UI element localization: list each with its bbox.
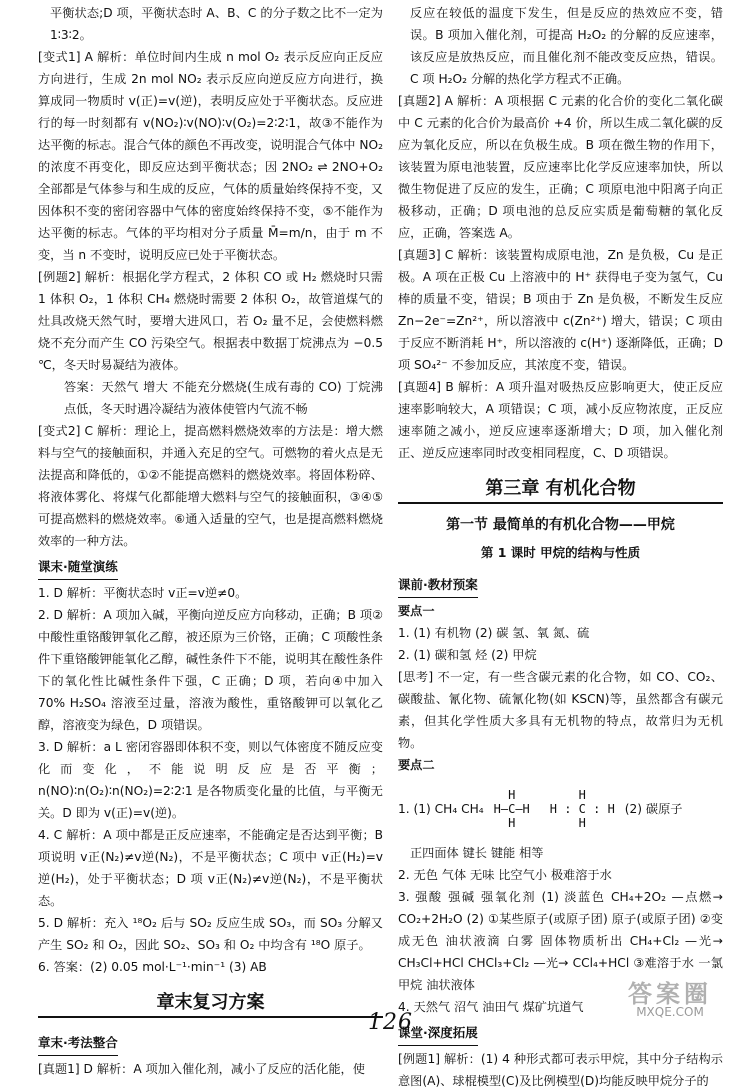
question-4: 4. C 解析：A 项中都是正反应速率，不能确定是否达到平衡；B 项说明 v正(N₂)≠v逆(N₂)，不是平衡状态；C 项中 v正(H₂)=v逆(H₂)，处于平衡状态；D 项 v正(N₂)≠v逆(N₂)，不是平衡状态。: [38, 828, 383, 908]
section-heading-preview: 课前·教材预案: [398, 574, 478, 598]
structures-suffix: (2) 碳原子: [624, 802, 683, 816]
think-note: [思考] 不一定，有一些含碳元素的化合物，如 CO、CO₂、碳酸盐、氰化物、硫氰化物(如 KSCN)等，虽然都含有碳元素，但其化学性质大多具有无机物的特点，故常归为无机物。: [398, 670, 723, 750]
watermark-logo: 答案圈 MXQE.COM: [628, 980, 712, 1019]
variant-1-answer: [变式1] A 解析：单位时间内生成 n mol O₂ 表示反应向正反应方向进行，生成 2n mol NO₂ 表示反应向逆反应方向进行，换算成同一物质时 v(正)=v(逆)，表明反应处于平衡状态。反应进行的每一时刻都有 v(NO₂)∶v(NO)∶v(O₂)=2∶2∶1，故③不能作为达平衡的标志。混合气体的颜色不再改变，说明混合气体中 NO₂ 的浓度不再变化，即反应达到平衡状态；因 2NO₂ ⇌ 2NO+O₂ 全部都是气体参与和生成的反应，气体的质量始终保持不变，又因体积不变的密闭容器中气体的密度始终保持不变，⑤不能作为达平衡的标志。气体的平均相对分子质量 M̄=m/n，由于 m 不变，当 n 不变时，说明反应已处于平衡状态。: [38, 50, 383, 262]
key-point-1-item-2: 2. (1) 碳和氢 烃 (2) 甲烷: [398, 648, 537, 662]
variant-2-answer: [变式2] C 解析：理论上，提高燃料燃烧效率的方法是：增大燃料与空气的接触面积，并通入充足的空气。可燃物的着火点是无法提高和降低的，①②不能提高燃料的燃烧效率。将固体粉碎、将液体雾化、将煤气化都能增大燃料与空气的接触面积，③④⑤可提高燃料的燃烧效率。⑥通入适量的空气，也是提高燃料燃烧效率的一种方法。: [38, 424, 383, 548]
left-column: [38, 2, 383, 1080]
key-point-2-item-4: 4. 天然气 沼气 油田气 煤矿坑道气: [398, 1000, 584, 1014]
section-heading-class-practice: 课末·随堂演练: [38, 556, 118, 580]
methane-electron-formula: H H : C : H H: [549, 788, 615, 830]
real-question-1: [真题1] D 解析：A 项加入催化剂，减小了反应的活化能，使: [38, 1062, 365, 1076]
chapter-review-title: 章末复习方案: [38, 992, 383, 1018]
key-point-1-item-1: 1. (1) 有机物 (2) 碳 氢、氧 氮、硫: [398, 626, 590, 640]
right-paragraph-1: 反应在较低的温度下发生，但是反应的热效应不变，错误。B 项加入催化剂，可提高 H₂O₂ 的分解的反应速率，该反应是放热反应，而且催化剂不能改变反应热，错误。C 项 H₂O₂ 分解的热化学方程式不正确。: [410, 6, 723, 86]
page-number: 126: [368, 1010, 413, 1035]
structures-prefix: 1. (1) CH₄ CH₄: [398, 802, 484, 816]
real-question-3: [真题3] C 解析：该装置构成原电池，Zn 是负极，Cu 是正极。A 项在正极 Cu 上溶液中的 H⁺ 获得电子变为氢气，Cu 棒的质量不变，错误；B 项由于 Zn 是负极，不断发生反应 Zn−2e⁻=Zn²⁺，所以溶液中 c(Zn²⁺) 增大，错误；C 项由于反应不断消耗 H⁺，所以溶液的 c(H⁺) 逐渐降低，正确；D 项 SO₄²⁻ 不参加反应，其浓度不变，错误。: [398, 248, 723, 372]
question-3: 3. D 解析：a L 密闭容器即体积不变，则以气体密度不随反应变化而变化，不能说明反应是否平衡；n(NO)∶n(O₂)∶n(NO₂)=2∶2∶1 是各物质变化量的比值，与平衡无关。D 即为 v(正)=v(逆)。: [38, 740, 383, 820]
methane-structures-row: [398, 776, 723, 842]
chapter-3-title: 第三章 有机化合物: [398, 478, 723, 504]
key-point-2-item-2: 2. 无色 气体 无味 比空气小 极难溶于水: [398, 868, 612, 882]
lesson-1-title: 第 1 课时 甲烷的结构与性质: [480, 545, 641, 560]
example-2-analysis: [例题2] 解析：根据化学方程式，2 体积 CO 或 H₂ 燃烧时只需 1 体积 O₂，1 体积 CH₄ 燃烧时需要 2 体积 O₂，故管道煤气的灶具改烧天然气时，要增大进风口，若 O₂ 量不足，会使燃料燃烧不充分而产生 CO 污染空气。根据表中数据丁烷沸点为 −0.5 ℃，冬天时易凝结为液体。: [38, 270, 383, 372]
section-heading-in-class: 课堂·深度拓展: [398, 1022, 478, 1046]
real-question-2: [真题2] A 解析：A 项根据 C 元素的化合价的变化二氧化碳中 C 元素的化合价为最高价 +4 价，所以生成二氧化碳的反应为氧化反应，所以在负极生成。B 项在微生物的作用下，该装置为原电池装置，反应速率比化学反应速率加快，所以微生物促进了反应的发生，正确；C 项原电池中阳离子向正极移动，正确；D 项电池的总反应实质是葡萄糖的氧化反应，正确，答案选 A。: [398, 94, 723, 240]
section-1-title: 第一节 最简单的有机化合物——甲烷: [446, 517, 675, 533]
real-question-4: [真题4] B 解析：A 项升温对吸热反应影响更大，使正反应速率影响较大，A 项错误；C 项，减小反应物浓度，正反应速率随之减小，逆反应速率逐渐增大；D 项，加入催化剂正、逆反应速率同时改变相同程度，C、D 项错误。: [398, 380, 723, 460]
example-2-answer: 答案：天然气 增大 不能充分燃烧(生成有毒的 CO) 丁烷沸点低，冬天时遇冷凝结为液体使管内气流不畅: [64, 380, 383, 416]
key-point-1-heading: 要点一: [398, 604, 435, 618]
right-column: [398, 2, 723, 1092]
key-point-2-shape: 正四面体 键长 键能 相等: [410, 846, 544, 860]
key-point-2-item-3: 3. 强酸 强碱 强氧化剂 (1) 淡蓝色 CH₄+2O₂ —点燃→ CO₂+2H₂O (2) ①某些原子(或原子团) 原子(或原子团) ②变成无色 油状液滴 白雾 固体物质析出 CH₄+Cl₂ —光→ CH₃Cl+HCl CHCl₃+Cl₂ —光→ CCl₄+HCl ③难溶于水 一氯甲烷 油状液体: [398, 890, 723, 992]
example-1-analysis: [例题1] 解析：(1) 4 种形式都可表示甲烷，其中分子结构示意图(A)、球棍模型(C)及比例模型(D)均能反映甲烷分子的: [398, 1052, 723, 1088]
methane-structural-formula: H H—C—H H: [493, 788, 530, 830]
question-5: 5. D 解析：充入 ¹⁸O₂ 后与 SO₂ 反应生成 SO₃，而 SO₃ 分解又产生 SO₂ 和 O₂，因此 SO₂、SO₃ 和 O₂ 中均含有 ¹⁸O 原子。: [38, 916, 383, 952]
question-6: 6. 答案：(2) 0.05 mol·L⁻¹·min⁻¹ (3) AB: [38, 960, 267, 974]
question-2: 2. D 解析：A 项加入碱，平衡向逆反应方向移动，正确；B 项②中酸性重铬酸钾氧化乙醇，被还原为三价铬，正确；C 项酸性条件下重铬酸钾能氧化乙醇，碱性条件下不能，说明其在酸性条件下的氧化性比碱性条件下强，C 正确；D 项，若向④中加入 70% H₂SO₄ 溶液至过量，溶液为酸性，重铬酸钾可以氧化乙醇，溶液变为绿色，D 项错误。: [38, 608, 383, 732]
section-heading-exam-integration: 章末·考法整合: [38, 1032, 118, 1056]
left-paragraph-1: 平衡状态;D 项，平衡状态时 A、B、C 的分子数之比不一定为 1∶3∶2。: [50, 6, 383, 42]
key-point-2-heading: 要点二: [398, 758, 435, 772]
question-1: 1. D 解析：平衡状态时 v正=v逆≠0。: [38, 586, 248, 600]
